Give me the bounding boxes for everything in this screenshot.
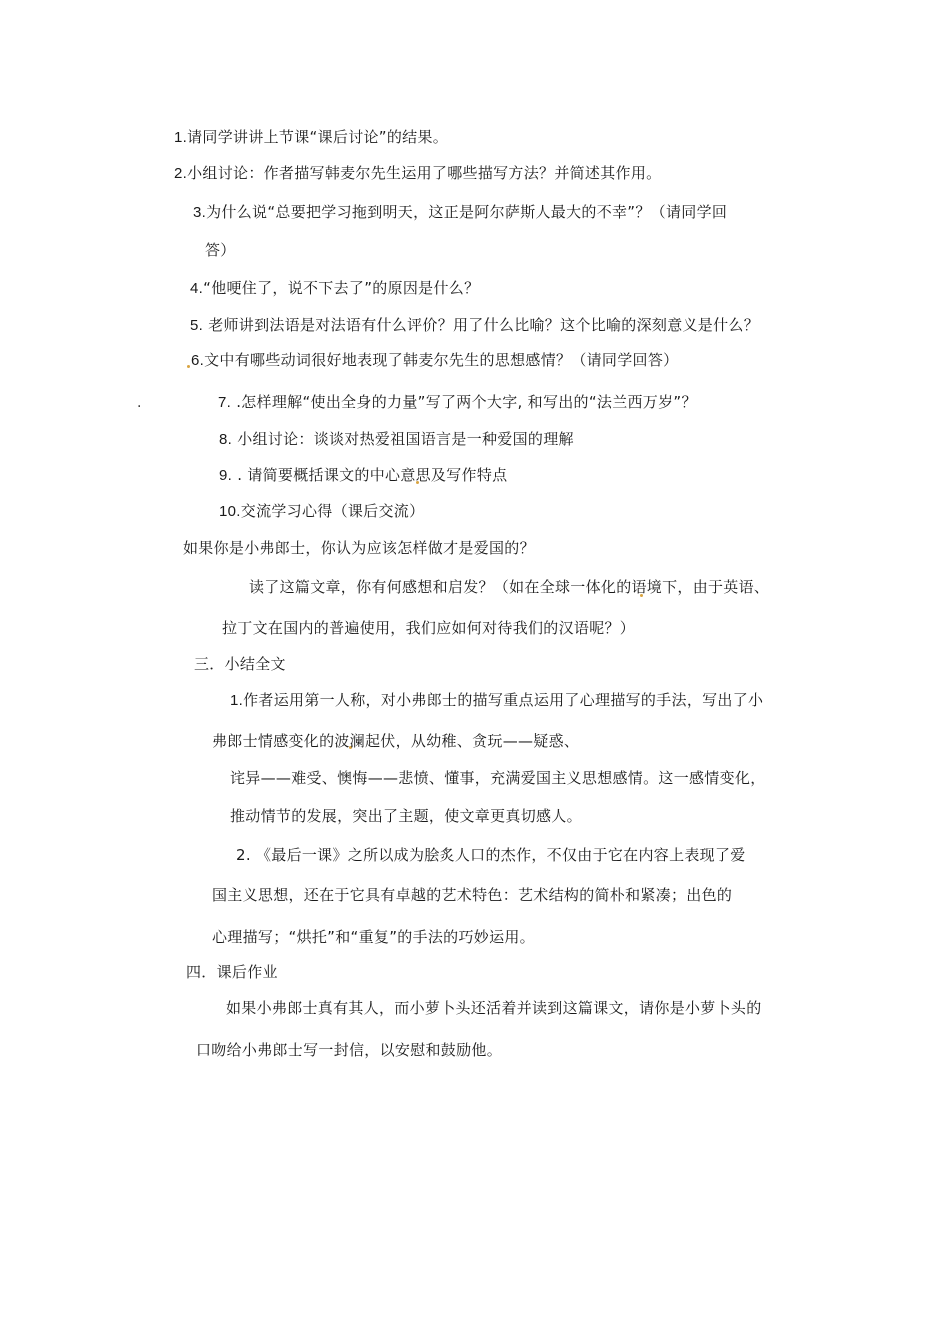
question-number: 8.	[219, 431, 233, 448]
question-number: 9.	[219, 467, 233, 484]
question-10	[219, 501, 424, 522]
summary-2-line-1: 2. 《最后一课》之所以成为脍炙人口的杰作，不仅由于它在内容上表现了爱	[236, 846, 746, 864]
question-8	[219, 429, 574, 450]
question-text: 小组讨论：谈谈对热爱祖国语言是一种爱国的理解	[232, 430, 574, 448]
extra-question-2-line-1: 读了这篇文章，你有何感想和启发？（如在全球一体化的语境下，由于英语、	[249, 578, 770, 596]
summary-1-line-2: 弗郎士情感变化的波澜起伏，从幼稚、贪玩——疑惑、	[212, 732, 580, 750]
question-9	[219, 465, 507, 486]
question-text: 答）	[205, 241, 236, 259]
summary-1-line-4: 推动情节的发展，突出了主题，使文章更真切感人。	[230, 807, 582, 825]
question-3	[193, 202, 727, 223]
summary-2-line-3: 心理描写；“烘托”和“重复”的手法的巧妙运用。	[212, 928, 535, 946]
question-text: . 请简要概括课文的中心意思及写作特点	[232, 466, 508, 484]
homework-line-2: 口吻给小弗郎士写一封信，以安慰和鼓励他。	[196, 1041, 503, 1059]
summary-1-line-1	[230, 690, 763, 711]
summary-text: 作者运用第一人称，对小弗郎士的描写重点运用了心理描写的手法，写出了小	[243, 691, 764, 709]
question-number: 6.	[191, 352, 205, 369]
extra-question-2-line-2: 拉丁文在国内的普遍使用，我们应如何对待我们的汉语呢？）	[222, 619, 636, 637]
summary-1-line-3: 诧异——难受、懊悔——悲愤、懂事，充满爱国主义思想感情。这一感情变化，	[230, 769, 766, 787]
summary-2-line-2: 国主义思想，还在于它具有卓越的艺术特色：艺术结构的简朴和紧凑；出色的	[212, 886, 733, 904]
question-text: 老师讲到法语是对法语有什么评价？用了什么比喻？这个比喻的深刻意义是什么？	[203, 316, 759, 334]
summary-number: 1.	[230, 692, 244, 709]
question-4	[190, 278, 479, 299]
question-2	[174, 163, 661, 184]
question-7	[218, 392, 697, 413]
question-number: 10.	[219, 503, 241, 520]
question-3-continuation	[205, 240, 236, 260]
question-number: 4.	[190, 280, 204, 297]
question-text: “他哽住了，说不下去了”的原因是什么？	[203, 279, 480, 297]
question-text: 请同学讲讲上节课“课后讨论”的结果。	[187, 128, 449, 146]
caret-mark	[187, 365, 190, 368]
stray-bullet: .	[137, 395, 142, 411]
question-text: .怎样理解“使出全身的力量”写了两个大字, 和写出的“法兰西万岁”？	[231, 393, 697, 411]
question-number: 2.	[174, 165, 188, 182]
extra-question-1: 如果你是小弗郎士，你认为应该怎样做才是爱国的？	[183, 539, 535, 557]
question-6	[191, 350, 678, 371]
homework-line-1: 如果小弗郎士真有其人，而小萝卜头还活着并读到这篇课文，请你是小萝卜头的	[226, 999, 762, 1017]
summary-heading: 三．小结全文	[194, 655, 286, 673]
question-number: 7.	[218, 394, 232, 411]
question-number: 5.	[190, 317, 204, 334]
question-text: 交流学习心得（课后交流）	[240, 502, 425, 520]
homework-heading: 四．课后作业	[186, 963, 278, 981]
question-text: 文中有哪些动词很好地表现了韩麦尔先生的思想感情？（请同学回答）	[204, 351, 679, 369]
question-1	[174, 127, 448, 148]
question-number: 1.	[174, 129, 188, 146]
question-5	[190, 315, 759, 336]
question-text: 小组讨论：作者描写韩麦尔先生运用了哪些描写方法？并简述其作用。	[187, 164, 662, 182]
question-text: 为什么说“总要把学习拖到明天，这正是阿尔萨斯人最大的不幸”？（请同学回	[206, 203, 728, 221]
question-number: 3.	[193, 204, 207, 221]
